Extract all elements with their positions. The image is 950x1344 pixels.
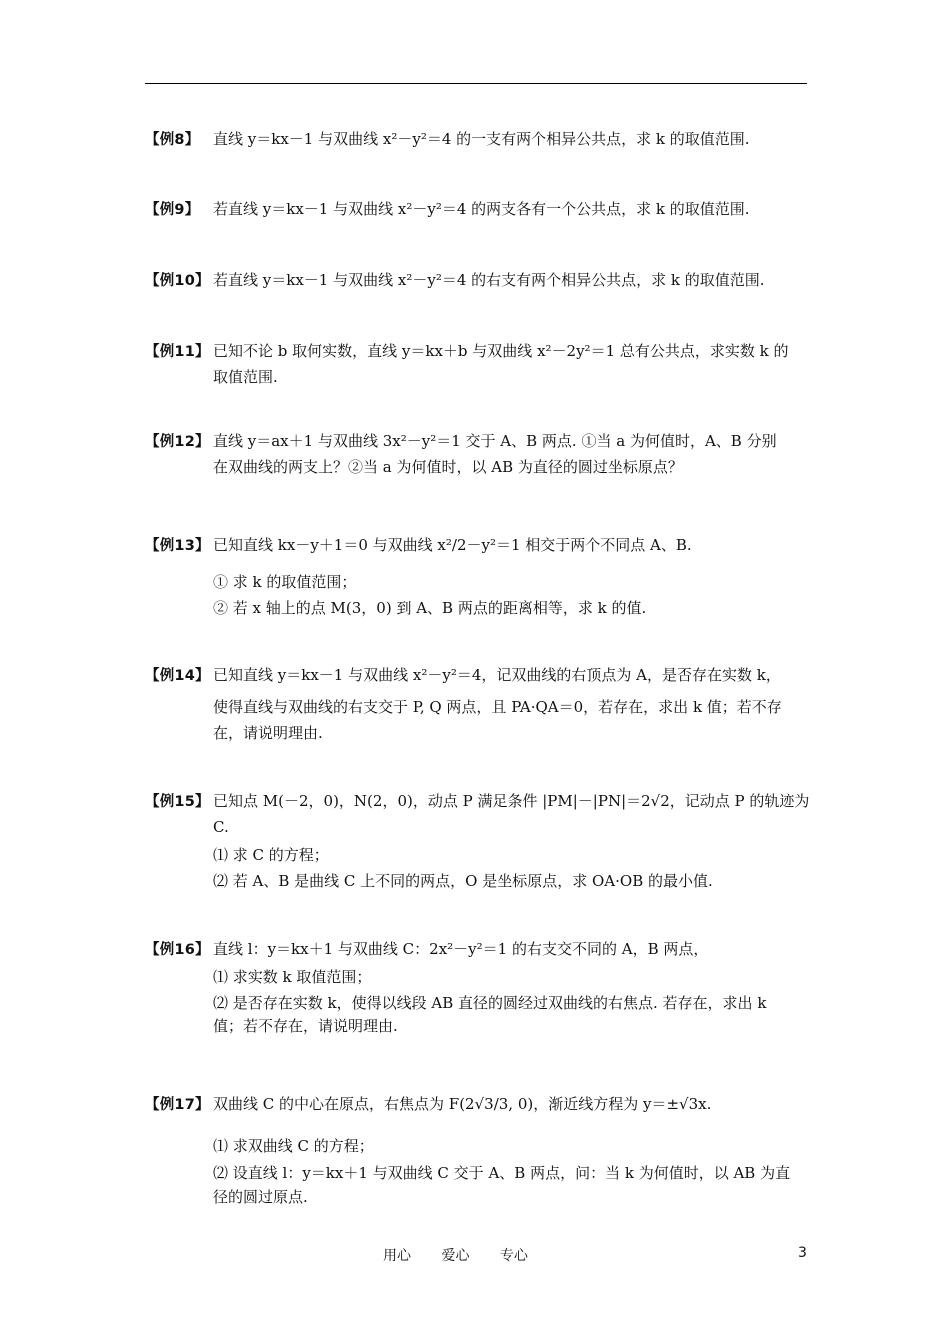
example-line: 若直线 y＝kx－1 与双曲线 x²－y²＝4 的两支各有一个公共点，求 k 的取值范围. <box>213 200 750 218</box>
example-8 <box>145 126 810 153</box>
example-line: 已知直线 kx－y＋1＝0 与双曲线 x²/2－y²＝1 相交于两个不同点 A、B. <box>213 536 692 554</box>
example-line: 双曲线 C 的中心在原点，右焦点为 F(2√3/3, 0)，渐近线方程为 y＝±√3x. <box>213 1095 712 1113</box>
example-tag: 【例8】 <box>145 132 200 148</box>
example-line: 已知不论 b 取何实数，直线 y＝kx＋b 与双曲线 x²－2y²＝1 总有公共点，求实数 k 的 <box>213 342 789 360</box>
sub-item: 值；若不存在，请说明理由. <box>213 1017 398 1035</box>
sub-item: ⑴ 求 C 的方程； <box>213 846 329 864</box>
example-17 <box>145 1091 810 1118</box>
page-number: 3 <box>798 1245 807 1261</box>
example-tag: 【例14】 <box>145 668 210 684</box>
example-tag: 【例12】 <box>145 434 210 450</box>
example-line: 已知直线 y＝kx－1 与双曲线 x²－y²＝4，记双曲线的右顶点为 A，是否存在实数 k， <box>213 666 781 684</box>
example-tag: 【例16】 <box>145 942 210 958</box>
footer-word: 专心 <box>499 1248 528 1264</box>
example-line: C. <box>213 818 229 836</box>
example-13 <box>145 532 810 559</box>
example-11 <box>145 338 810 386</box>
example-line: 在双曲线的两支上？②当 a 为何值时，以 AB 为直径的圆过坐标原点？ <box>213 458 683 476</box>
sub-item: ① 求 k 的取值范围； <box>213 573 357 591</box>
example-tag: 【例10】 <box>145 273 210 289</box>
footer-word: 爱心 <box>441 1248 470 1264</box>
example-line: 直线 y＝kx－1 与双曲线 x²－y²＝4 的一支有两个相异公共点，求 k 的取值范围. <box>213 130 750 148</box>
header-rule <box>145 83 807 84</box>
example-15 <box>145 788 810 836</box>
example-line: 在，请说明理由. <box>213 724 323 742</box>
example-line: 直线 l：y＝kx＋1 与双曲线 C：2x²－y²＝1 的右支交不同的 A，B 两点， <box>213 940 709 958</box>
sub-item: ⑵ 若 A、B 是曲线 C 上不同的两点，O 是坐标原点，求 OA·OB 的最小值. <box>213 872 713 890</box>
footer-motto <box>383 1245 554 1265</box>
example-tag: 【例15】 <box>145 794 210 810</box>
sub-item: ⑴ 求双曲线 C 的方程； <box>213 1137 374 1155</box>
footer-word: 用心 <box>383 1248 411 1264</box>
sub-item: 径的圆过原点. <box>213 1188 308 1206</box>
example-16 <box>145 936 810 963</box>
example-14 <box>145 662 810 742</box>
example-tag: 【例11】 <box>145 344 210 360</box>
example-tag: 【例13】 <box>145 538 210 554</box>
example-line: 若直线 y＝kx－1 与双曲线 x²－y²＝4 的右支有两个相异公共点，求 k 的取值范围. <box>213 271 765 289</box>
example-12 <box>145 428 810 476</box>
sub-item: ⑵ 是否存在实数 k，使得以线段 AB 直径的圆经过双曲线的右焦点. 若存在，求出 k <box>213 994 767 1012</box>
example-line: 取值范围. <box>213 368 278 386</box>
example-line: 使得直线与双曲线的右支交于 P, Q 两点，且 PA·QA＝0，若存在，求出 k 值；若不存 <box>213 698 782 716</box>
sub-item: ② 若 x 轴上的点 M(3，0) 到 A、B 两点的距离相等，求 k 的值. <box>213 599 647 617</box>
example-tag: 【例9】 <box>145 202 200 218</box>
example-line: 已知点 M(－2，0)，N(2，0)，动点 P 满足条件 |PM|－|PN|＝2√2，记动点 P 的轨迹为 <box>213 792 810 810</box>
example-10 <box>145 267 810 294</box>
example-line: 直线 y＝ax＋1 与双曲线 3x²－y²＝1 交于 A、B 两点. ①当 a 为何值时，A、B 分别 <box>213 432 777 450</box>
example-9 <box>145 196 810 223</box>
example-tag: 【例17】 <box>145 1097 210 1113</box>
sub-item: ⑵ 设直线 l：y＝kx＋1 与双曲线 C 交于 A、B 两点，问：当 k 为何值时，以 AB 为直 <box>213 1164 791 1182</box>
sub-item: ⑴ 求实数 k 取值范围； <box>213 968 372 986</box>
